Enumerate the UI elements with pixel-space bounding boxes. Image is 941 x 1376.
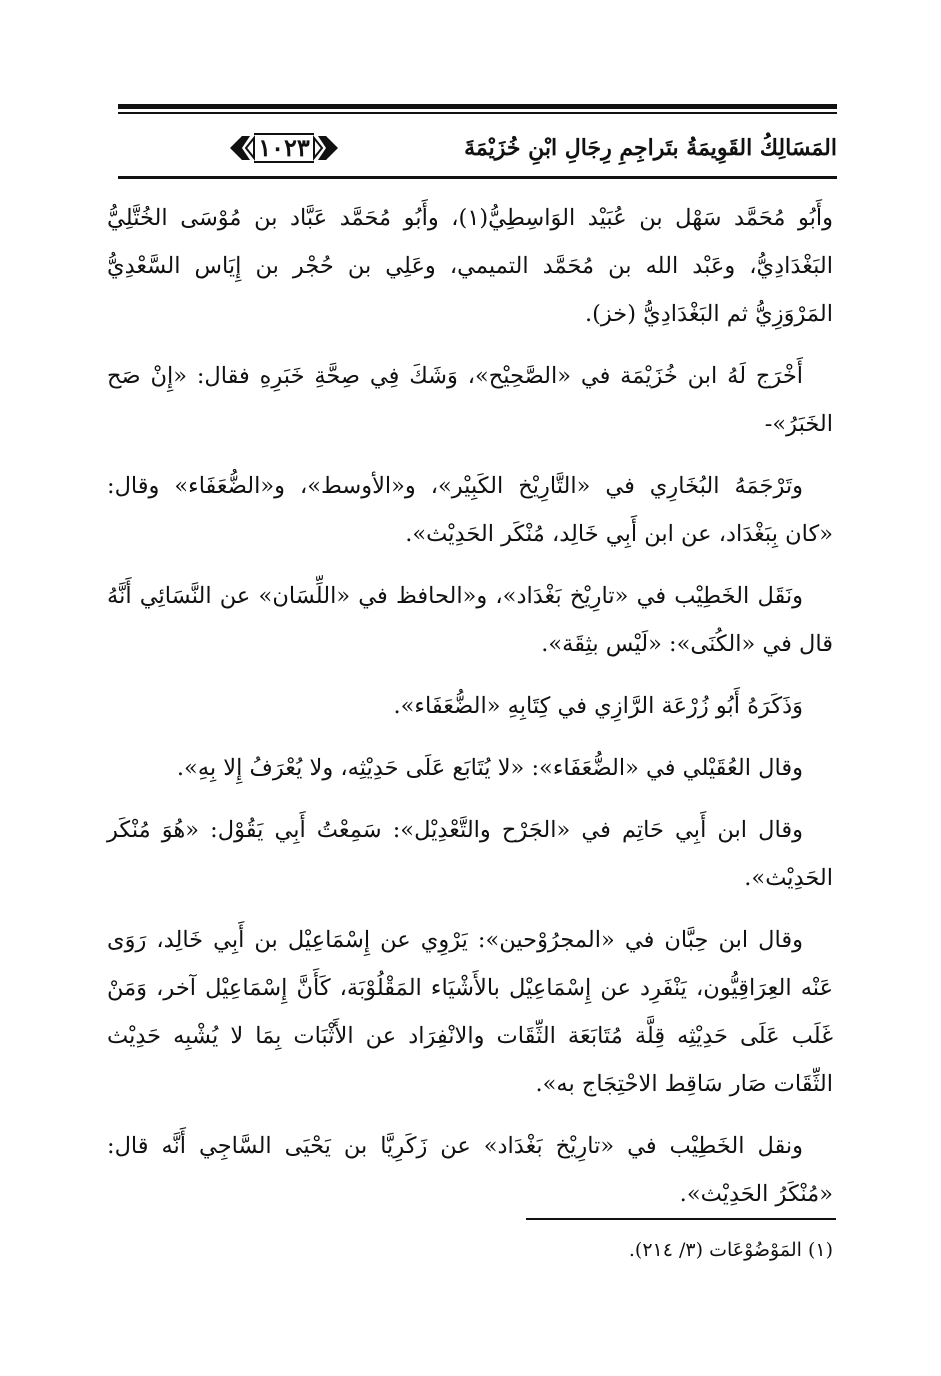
running-title: المَسَالِكُ القَوِيمَةُ بتَراجِمِ رِجَالِ ابْنِ خُزَيْمَةَ: [464, 135, 837, 161]
header-rule-thin: [118, 112, 837, 114]
paragraph: وقال ابن حِبَّان في «المجرُوْحين»: يَرْوِي عن إِسْمَاعِيْل بن أَبِي خَالِد، رَوَى عَنْه العِرَاقِيُّون، يَنْفَرِد عن إِسْمَاعِيْل بالأَشْيَاء المَقْلُوْبَة، كَأَنَّ إِسْمَاعِيْل آخر، وَمَنْ غَلَب عَلَى حَدِيْثِه قِلَّة مُتَابَعَة الثِّقَات والانْفِرَاد عن الأَثْبَات بِمَا لا يُشْبِه حَدِيْث الثِّقَات صَار سَاقِط الاحْتِجَاج به».: [107, 927, 833, 1097]
main-text: [107, 194, 833, 1232]
paragraph: وقال العُقَيْلي في «الضُّعَفَاء»: «لا يُتَابَع عَلَى حَدِيْثِه، ولا يُعْرَفُ إِلا بِهِ».: [176, 755, 803, 781]
header-rule-bottom: [118, 176, 837, 179]
paragraph: ونقل الخَطِيْب في «تارِيْخ بَغْدَاد» عن زَكَرِيَّا بن يَحْيَى السَّاجِي أَنَّه قال: «مُنْكَرُ الحَدِيْث».: [107, 1133, 833, 1207]
paragraph: وتَرْجَمَهُ البُخَارِي في «التَّارِيْخ الكَبِيْر»، و«الأوسط»، و«الضُّعَفَاء» وقال: «كان بِبَغْدَاد، عن ابن أَبِي خَالِد، مُنْكَر الحَدِيْث».: [107, 473, 833, 547]
paragraph: وقال ابن أَبِي حَاتِم في «الجَرْح والتَّعْدِيْل»: سَمِعْتُ أَبِي يَقُوْل: «هُوَ مُنْكَر الحَدِيْث».: [107, 817, 833, 891]
footnote-separator: [526, 1218, 836, 1220]
page-number-ornament: [228, 128, 340, 168]
paragraph: وأَبُو مُحَمَّد سَهْل بن عُبَيْد الوَاسِطِيُّ(١)، وأَبُو مُحَمَّد عَبَّاد بن مُوْسَى الخُتَّلِيُّ البَغْدَادِيُّ، وعَبْد الله بن مُحَمَّد التميمي، وعَلِي بن حُجْر بن إِيَاس السَّعْدِيُّ المَرْوَزِيُّ ثم البَغْدَادِيُّ (خز).: [107, 205, 833, 327]
header-rule-thick: [118, 104, 837, 109]
paragraph: أَخْرَج لَهُ ابن خُزَيْمَة في «الصَّحِيْح»، وَشَكَ فِي صِحَّةِ خَبَرِهِ فقال: «إِنْ صَح الخَبَرُ»-: [107, 363, 833, 437]
paragraph: ونَقَل الخَطِيْب في «تارِيْخ بَغْدَاد»، و«الحافظ في «اللِّسَان» عن النَّسَائِي أَنَّهُ قال في «الكُنَى»: «لَيْس بثِقَة».: [107, 583, 833, 657]
footnote: (١) المَوْضُوْعَات (٣/ ٢١٤).: [628, 1239, 833, 1261]
paragraph: وَذَكَرَهُ أَبُو زُرْعَة الرَّازِي في كِتَابِهِ «الضُّعَفَاء».: [393, 693, 803, 719]
page-number: ١٠٢٣: [258, 133, 310, 162]
